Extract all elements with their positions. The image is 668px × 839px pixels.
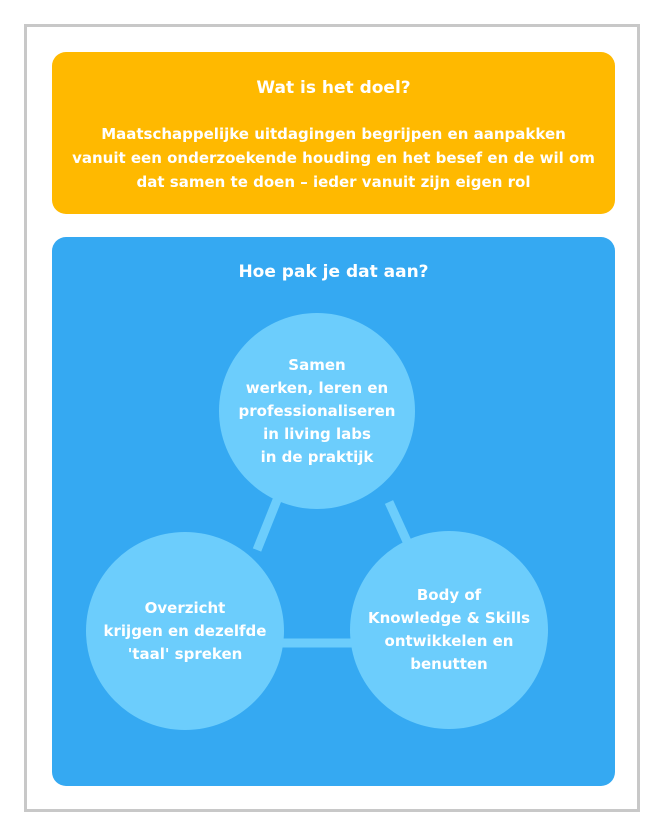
circle-left-text: Overzicht krijgen en dezelfde 'taal' spreken bbox=[103, 598, 267, 663]
circle-top-text: Samen werken, leren en professionaliseren in living labs in de praktijk bbox=[238, 355, 396, 466]
circle-samen-werken bbox=[219, 313, 415, 509]
goal-title: Wat is het doel? bbox=[256, 78, 411, 98]
circle-overzicht bbox=[86, 532, 284, 730]
circle-body-of-knowledge bbox=[350, 531, 548, 729]
connector-top-left bbox=[257, 500, 277, 550]
approach-title: Hoe pak je dat aan? bbox=[238, 262, 429, 282]
goal-text: Maatschappelijke uitdagingen begrijpen en aanpakken vanuit een onderzoekende houding en het besef en de wil om dat samen te doen – ieder vanuit zijn eigen rol bbox=[72, 125, 595, 191]
circle-right-text: Body of Knowledge & Skills ontwikkelen en benutten bbox=[367, 586, 531, 673]
